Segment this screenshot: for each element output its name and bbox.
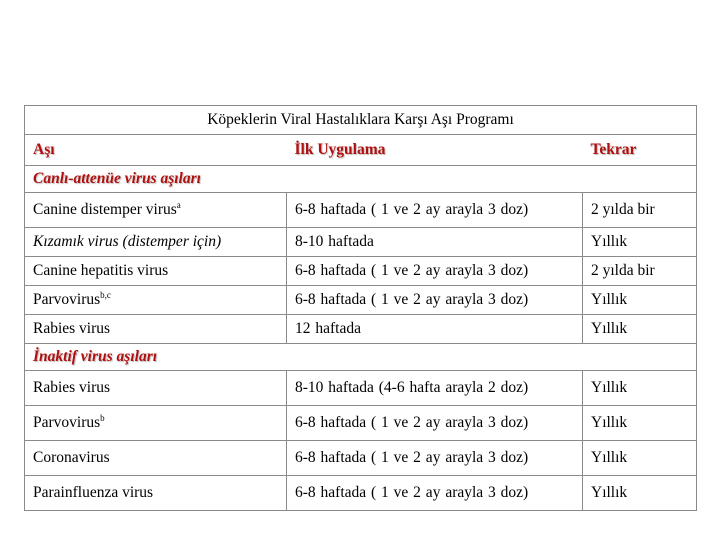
repeat-cell: 2 yılda bir — [583, 257, 697, 286]
repeat-cell: Yıllık — [583, 228, 697, 257]
header-row — [25, 135, 697, 166]
table-row — [25, 193, 697, 228]
table-row — [25, 371, 697, 406]
table-row — [25, 406, 697, 441]
first-application-cell: 8-10 haftada — [287, 228, 583, 257]
section-row-inactive — [25, 344, 697, 371]
repeat-cell: Yıllık — [583, 406, 697, 441]
table-row — [25, 441, 697, 476]
first-application-cell: 6-8 haftada ( 1 ve 2 ay arayla 3 doz) — [287, 257, 583, 286]
vaccine-cell: Rabies virus — [25, 315, 287, 344]
first-application-cell: 8-10 haftada (4-6 hafta arayla 2 doz) — [287, 371, 583, 406]
vaccine-cell: Canine distemper virus$^a$ — [25, 193, 287, 228]
first-application-cell: 6-8 haftada ( 1 ve 2 ay arayla 3 doz) — [287, 406, 583, 441]
vaccine-cell: Parvovirus$^b$ — [25, 406, 287, 441]
vaccine-cell: Parainfluenza virus — [25, 476, 287, 511]
repeat-cell: 2 yılda bir — [583, 193, 697, 228]
vaccine-cell: Kızamık virus (distemper için) — [25, 228, 287, 257]
vaccine-cell: Rabies virus — [25, 371, 287, 406]
first-application-cell: 12 haftada — [287, 315, 583, 344]
header-first-application: İlk Uygulama — [287, 135, 583, 166]
vaccine-cell: Canine hepatitis virus — [25, 257, 287, 286]
repeat-cell: Yıllık — [583, 476, 697, 511]
first-application-cell: 6-8 haftada ( 1 ve 2 ay arayla 3 doz) — [287, 476, 583, 511]
repeat-cell: Yıllık — [583, 315, 697, 344]
vaccine-cell: Coronavirus — [25, 441, 287, 476]
table-row — [25, 286, 697, 315]
repeat-cell: Yıllık — [583, 441, 697, 476]
repeat-cell: Yıllık — [583, 371, 697, 406]
first-application-cell: 6-8 haftada ( 1 ve 2 ay arayla 3 doz) — [287, 441, 583, 476]
section-row-live — [25, 166, 697, 193]
header-repeat: Tekrar — [583, 135, 697, 166]
first-application-cell: 6-8 haftada ( 1 ve 2 ay arayla 3 doz) — [287, 286, 583, 315]
table-title: Köpeklerin Viral Hastalıklara Karşı Aşı Programı — [25, 106, 697, 135]
table-title-row — [25, 106, 697, 135]
vaccine-cell: Parvovirus$^{b,c}$ — [25, 286, 287, 315]
table-row — [25, 476, 697, 511]
repeat-cell: Yıllık — [583, 286, 697, 315]
table-row — [25, 257, 697, 286]
vaccination-table — [24, 105, 697, 511]
section-live-label: Canlı-attenüe virus aşıları — [25, 166, 697, 193]
section-inactive-label: İnaktif virus aşıları — [25, 344, 697, 371]
header-vaccine: Aşı — [25, 135, 287, 166]
table-row — [25, 315, 697, 344]
first-application-cell: 6-8 haftada ( 1 ve 2 ay arayla 3 doz) — [287, 193, 583, 228]
table-row — [25, 228, 697, 257]
